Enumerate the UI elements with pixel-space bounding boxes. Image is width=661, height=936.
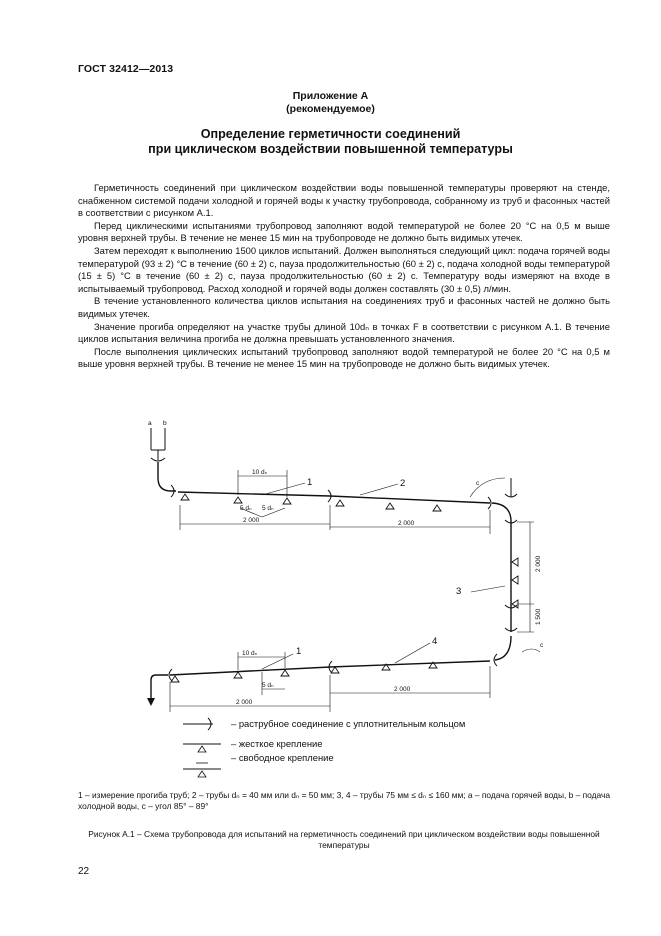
label-1-lower: 1 bbox=[296, 646, 302, 657]
rigid-support-icon bbox=[234, 497, 242, 503]
legend-socket-text: – раструбное соединение с уплотнительным кольцом bbox=[231, 718, 466, 729]
legend-free-support-icon bbox=[198, 771, 206, 777]
label-2: 2 bbox=[400, 478, 406, 489]
rigid-support-icon bbox=[512, 576, 518, 584]
label-1500-vertical: 1 500 bbox=[535, 608, 542, 625]
upper-bend bbox=[492, 503, 511, 520]
label-2000-upper-right: 2 000 bbox=[398, 520, 415, 527]
rigid-support-icon bbox=[234, 672, 242, 678]
legend-rigid-support-icon bbox=[198, 746, 206, 752]
section-title-line1: Определение герметичности соединений bbox=[200, 127, 461, 141]
leader-2 bbox=[360, 484, 398, 495]
label-c-upper: c bbox=[476, 480, 480, 487]
paragraph-6: После выполнения циклических испытаний трубопровод заполняют водой температурой не более 20 °С на 0,5 м выше уровня верхней трубы. В течение не менее 15 мин на трубопроводе не должно быть видимых утечек. bbox=[78, 345, 610, 370]
label-5dn-upper-left: 5 dₙ bbox=[240, 505, 252, 512]
free-support-icon bbox=[386, 503, 394, 509]
leader-1-upper bbox=[262, 483, 305, 495]
label-5dn-upper-right: 5 dₙ bbox=[262, 505, 274, 512]
leader-4 bbox=[395, 643, 430, 663]
document-header: ГОСТ 32412—2013 bbox=[78, 63, 174, 75]
label-2000-lower-left: 2 000 bbox=[236, 699, 253, 706]
lower-bend bbox=[495, 636, 511, 660]
free-support-icon bbox=[512, 558, 518, 566]
legend-free-text: – свободное крепление bbox=[231, 752, 334, 763]
legend-rigid-text: – жесткое крепление bbox=[231, 738, 323, 749]
inlet-bend bbox=[158, 462, 176, 491]
label-10dn-upper: 10 dₙ bbox=[252, 469, 268, 476]
rigid-support-icon bbox=[171, 676, 179, 682]
paragraph-4: В течение установленного количества циклов испытания на соединениях труб и фасонных частей не должно быть видимых утечек. bbox=[78, 295, 610, 319]
paragraph-5: Значение прогиба определяют на участке трубы длиной 10dₙ в точках F в соответствии с рисунком А.1. В течение циклов испытания величина прогиба не должна превышать установленного значения. bbox=[78, 320, 610, 345]
rigid-support-icon bbox=[181, 494, 189, 500]
figure-caption: Рисунок А.1 – Схема трубопровода для испытаний на герметичность соединений при циклическом воздействии воды повышенной температуры bbox=[88, 829, 600, 850]
paragraph-3: Затем переходят к выполнению 1500 циклов испытаний. Должен выполняться следующий цикл: подача горячей воды температурой (93 ± 2) °С в течение (60 ± 2) с, пауза продолжительностью (60 ± 2) с, подача холодной воды температурой (15 ± 5) °С в течение (60 ± 2) с, пауза продолжительностью (60 ± 2) с. Температуру воды измеряют на входе в испытываемый трубопровод. Расход холодной и горячей воды должен составлять (30 ± 0,5) л/мин. bbox=[78, 244, 610, 294]
leader-3 bbox=[471, 586, 505, 592]
section-title-line2: при циклическом воздействии повышенной температуры bbox=[148, 142, 513, 156]
page-number: 22 bbox=[78, 866, 90, 877]
rigid-support-icon bbox=[433, 505, 441, 511]
paragraph-2: Перед циклическими испытаниями трубопровод заполняют водой температурой не более 20 °С на 0,5 м выше уровня верхней трубы. В течение не менее 15 мин на трубопроводе не должно быть видимых утечек. bbox=[78, 219, 610, 244]
label-a: a bbox=[148, 420, 152, 427]
label-2000-lower-right: 2 000 bbox=[394, 686, 411, 693]
rigid-support-icon bbox=[281, 670, 289, 676]
outlet-pipe bbox=[151, 675, 168, 700]
label-2000-vertical: 2 000 bbox=[535, 555, 542, 572]
rigid-support-icon bbox=[336, 500, 344, 506]
label-c-lower: c bbox=[540, 642, 544, 649]
label-5dn-lower: 5 dₙ bbox=[262, 682, 274, 689]
angle-arc-lower bbox=[522, 649, 540, 652]
label-4: 4 bbox=[432, 636, 438, 647]
rigid-support-icon bbox=[331, 667, 339, 673]
label-3: 3 bbox=[456, 586, 462, 597]
label-10dn-lower: 10 dₙ bbox=[242, 650, 258, 657]
label-1-upper: 1 bbox=[307, 477, 313, 488]
upper-pipe bbox=[178, 492, 490, 503]
rigid-support-icon bbox=[283, 498, 291, 504]
leader-1-lower bbox=[262, 654, 293, 669]
label-b: b bbox=[163, 420, 167, 427]
outlet-arrow-icon bbox=[147, 698, 155, 706]
label-2000-upper-left: 2 000 bbox=[243, 517, 260, 524]
paragraph-1: Герметичность соединений при циклическом воздействии воды повышенной температуры проверяют на стенде, снабженном системой подачи холодной и горячей воды к участку трубопровода, собранному из труб и фасонных частей в соответствии с рисунком А.1. bbox=[78, 182, 610, 219]
annex-title: Приложение А bbox=[292, 90, 369, 102]
annex-status: (рекомендуемое) bbox=[286, 103, 375, 115]
figure-note: 1 – измерение прогиба труб; 2 – трубы dₙ = 40 мм или dₙ = 50 мм; 3, 4 – трубы 75 мм ≤ dₙ ≤ 160 мм; a – подача горячей воды, b – подача холодной воды, c – угол 85° – 89° bbox=[78, 790, 610, 811]
